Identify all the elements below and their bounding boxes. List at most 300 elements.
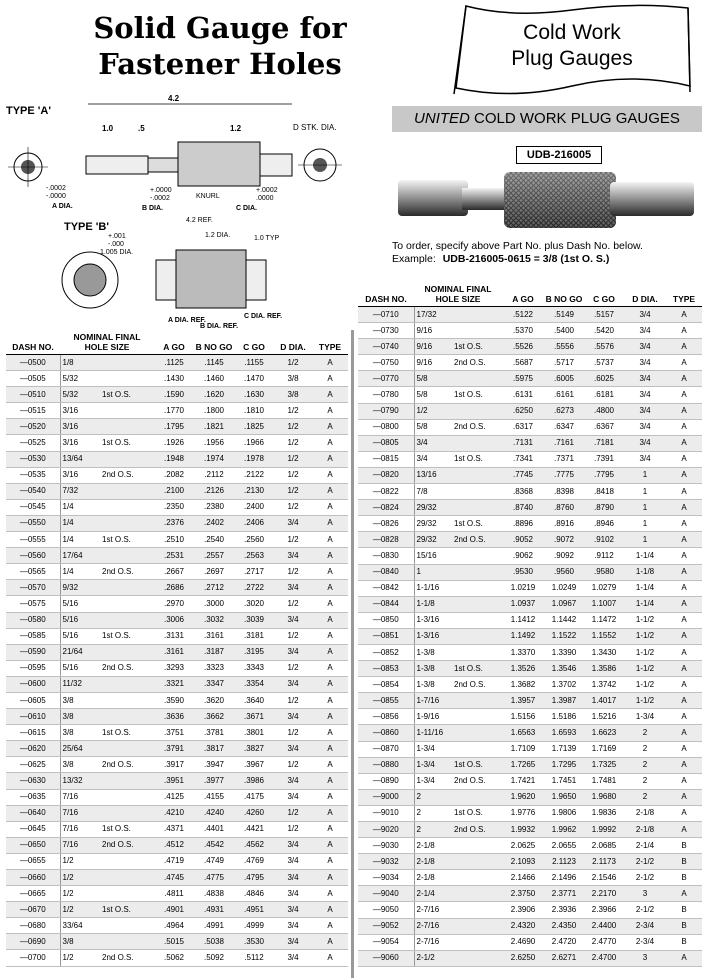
a-go-cell: 1.1412 bbox=[502, 612, 544, 628]
type-cell: A bbox=[312, 451, 348, 467]
d-dia-cell: 1-1/4 bbox=[624, 548, 666, 564]
table-row bbox=[358, 644, 702, 660]
b-nogo-cell: .6005 bbox=[544, 371, 584, 387]
type-cell: A bbox=[666, 757, 702, 773]
hole-size-cell: 13/32 bbox=[60, 773, 100, 789]
b-nogo-cell: .3977 bbox=[194, 773, 234, 789]
b-nogo-cell: .2540 bbox=[194, 532, 234, 548]
type-cell: A bbox=[312, 660, 348, 676]
type-cell: A bbox=[312, 918, 348, 934]
type-cell: A bbox=[312, 564, 348, 580]
section-subtitle bbox=[392, 106, 702, 132]
ref-length-label: 4.2 REF. bbox=[186, 217, 213, 224]
c-go-cell: .2400 bbox=[234, 499, 274, 515]
dash-no-cell: —0790 bbox=[358, 403, 414, 419]
a-go-cell: .5975 bbox=[502, 371, 544, 387]
c-go-cell: .1810 bbox=[234, 403, 274, 419]
b-nogo-cell: .1821 bbox=[194, 419, 234, 435]
type-cell: A bbox=[666, 886, 702, 902]
d-dia-cell: 3/4 bbox=[274, 580, 312, 596]
c-go-cell: .2122 bbox=[234, 467, 274, 483]
c-go-cell: 1.7481 bbox=[584, 773, 624, 789]
oversize-cell bbox=[452, 741, 502, 757]
b-nogo-cell: 2.1123 bbox=[544, 854, 584, 870]
table-row bbox=[6, 757, 348, 773]
c-go-cell: .1630 bbox=[234, 387, 274, 403]
col-a: A GO bbox=[154, 332, 194, 355]
d-dia-cell: 2-1/4 bbox=[624, 838, 666, 854]
hole-size-cell: 11/32 bbox=[60, 676, 100, 692]
c-go-cell: .3530 bbox=[234, 934, 274, 950]
b-nogo-cell: .5149 bbox=[544, 307, 584, 323]
hole-size-cell: 17/64 bbox=[60, 548, 100, 564]
hole-size-cell: 21/64 bbox=[60, 644, 100, 660]
a-go-cell: .2686 bbox=[154, 580, 194, 596]
a-go-cell: 1.0937 bbox=[502, 596, 544, 612]
hole-size-cell: 1/4 bbox=[60, 564, 100, 580]
dash-no-cell: —0510 bbox=[6, 387, 60, 403]
d-dia-cell: 1-1/4 bbox=[624, 580, 666, 596]
dash-no-cell: —0710 bbox=[358, 307, 414, 323]
b-nogo-cell: 1.6593 bbox=[544, 725, 584, 741]
table-header-row bbox=[6, 332, 348, 355]
hole-size-cell: 29/32 bbox=[414, 532, 452, 548]
table-row bbox=[6, 499, 348, 515]
oversize-cell bbox=[100, 612, 154, 628]
table-row bbox=[6, 950, 348, 966]
a-go-cell: .4811 bbox=[154, 886, 194, 902]
d-dia-cell: 1-3/4 bbox=[624, 709, 666, 725]
table-row bbox=[6, 886, 348, 902]
b-nogo-cell: 1.9962 bbox=[544, 822, 584, 838]
hole-size-cell: 25/64 bbox=[60, 741, 100, 757]
oversize-cell bbox=[100, 419, 154, 435]
col-b: B NO GO bbox=[544, 284, 584, 307]
dash-no-cell: —0815 bbox=[358, 451, 414, 467]
table-row bbox=[6, 467, 348, 483]
a-go-cell: .9052 bbox=[502, 532, 544, 548]
c-go-cell: .3986 bbox=[234, 773, 274, 789]
c-ref-label: C DIA. REF. bbox=[244, 313, 283, 320]
type-cell: A bbox=[312, 532, 348, 548]
type-cell: A bbox=[666, 805, 702, 821]
b-nogo-cell: .7775 bbox=[544, 467, 584, 483]
title-line-1: Solid Gauge for bbox=[93, 11, 347, 45]
b-nogo-cell: .2712 bbox=[194, 580, 234, 596]
length-05-label: .5 bbox=[138, 124, 145, 133]
b-nogo-cell: .2697 bbox=[194, 564, 234, 580]
hole-size-cell: 15/16 bbox=[414, 548, 452, 564]
table-row bbox=[358, 323, 702, 339]
a-go-cell: .3161 bbox=[154, 644, 194, 660]
type-cell: A bbox=[312, 950, 348, 966]
table-row bbox=[358, 693, 702, 709]
type-cell: A bbox=[312, 371, 348, 387]
c-go-cell: .2722 bbox=[234, 580, 274, 596]
type-cell: A bbox=[312, 837, 348, 853]
a-go-cell: .9062 bbox=[502, 548, 544, 564]
d-dia-cell: 1/2 bbox=[274, 467, 312, 483]
type-cell: A bbox=[666, 580, 702, 596]
d-dia-cell: 1/2 bbox=[274, 564, 312, 580]
table-row bbox=[6, 773, 348, 789]
length-12-label: 1.2 bbox=[230, 124, 242, 133]
type-cell: A bbox=[312, 741, 348, 757]
hole-size-cell: 3/16 bbox=[60, 403, 100, 419]
c-go-cell: .1978 bbox=[234, 451, 274, 467]
dia-12-label: 1.2 DIA. bbox=[205, 232, 231, 239]
d-dia-cell: 1-1/2 bbox=[624, 628, 666, 644]
dash-no-cell: —0660 bbox=[6, 870, 60, 886]
oversize-cell bbox=[452, 693, 502, 709]
a-go-cell: .2350 bbox=[154, 499, 194, 515]
d-dia-cell: 2 bbox=[624, 789, 666, 805]
table-row bbox=[6, 419, 348, 435]
c-go-cell: .1470 bbox=[234, 371, 274, 387]
type-cell: A bbox=[666, 467, 702, 483]
dash-no-cell: —0828 bbox=[358, 532, 414, 548]
a-go-cell: .9530 bbox=[502, 564, 544, 580]
oversize-cell: 2nd O.S. bbox=[100, 564, 154, 580]
dash-no-cell: —9060 bbox=[358, 950, 414, 966]
d-dia-cell: 1/2 bbox=[274, 660, 312, 676]
hole-size-cell: 2-1/8 bbox=[414, 854, 452, 870]
dash-no-cell: —0600 bbox=[6, 676, 60, 692]
c-go-cell: 2.4700 bbox=[584, 950, 624, 966]
col-c: C GO bbox=[584, 284, 624, 307]
typ-label: 1.0 TYP bbox=[254, 235, 280, 242]
table-row bbox=[358, 677, 702, 693]
type-cell: A bbox=[666, 709, 702, 725]
c-go-cell: .5112 bbox=[234, 950, 274, 966]
d-dia-cell: 1/2 bbox=[274, 355, 312, 371]
type-cell: A bbox=[312, 483, 348, 499]
a-go-cell: .3751 bbox=[154, 725, 194, 741]
table-row bbox=[358, 484, 702, 500]
table-row bbox=[6, 709, 348, 725]
a-go-cell: .8368 bbox=[502, 484, 544, 500]
a-go-cell: 1.7265 bbox=[502, 757, 544, 773]
b-nogo-cell: 2.4350 bbox=[544, 918, 584, 934]
b-nogo-cell: 2.0655 bbox=[544, 838, 584, 854]
hole-size-cell: 7/8 bbox=[414, 484, 452, 500]
oversize-cell bbox=[100, 709, 154, 725]
table-row bbox=[358, 612, 702, 628]
dash-no-cell: —0560 bbox=[6, 548, 60, 564]
hole-size-cell: 3/4 bbox=[414, 435, 452, 451]
table-row bbox=[358, 596, 702, 612]
c-go-cell: 2.4770 bbox=[584, 934, 624, 950]
a-go-cell: 2.1466 bbox=[502, 870, 544, 886]
oversize-cell bbox=[452, 918, 502, 934]
dash-no-cell: —0540 bbox=[6, 483, 60, 499]
d-dia-cell: 2-1/2 bbox=[624, 854, 666, 870]
b-nogo-cell: .4401 bbox=[194, 821, 234, 837]
oversize-cell: 1st O.S. bbox=[452, 757, 502, 773]
hole-size-cell: 2-1/8 bbox=[414, 838, 452, 854]
c-go-cell: 2.0685 bbox=[584, 838, 624, 854]
d-dia-cell: 2-1/2 bbox=[624, 870, 666, 886]
table-row bbox=[358, 387, 702, 403]
c-go-cell: 1.6623 bbox=[584, 725, 624, 741]
dash-no-cell: —0615 bbox=[6, 725, 60, 741]
d-dia-cell: 3/4 bbox=[624, 355, 666, 371]
d-dia-cell: 3/4 bbox=[274, 612, 312, 628]
table-row bbox=[358, 661, 702, 677]
dash-no-cell: —0850 bbox=[358, 612, 414, 628]
table-row bbox=[6, 612, 348, 628]
oversize-cell bbox=[100, 853, 154, 869]
tolerance-a-1: -.0002 bbox=[46, 185, 66, 192]
gauge-table-left bbox=[6, 332, 348, 967]
type-cell: A bbox=[312, 773, 348, 789]
b-nogo-cell: 1.1522 bbox=[544, 628, 584, 644]
oversize-cell bbox=[452, 580, 502, 596]
dash-no-cell: —0605 bbox=[6, 692, 60, 708]
a-go-cell: .4901 bbox=[154, 902, 194, 918]
length-1-label: 1.0 bbox=[102, 124, 114, 133]
hole-size-cell: 7/16 bbox=[60, 837, 100, 853]
type-cell: A bbox=[666, 403, 702, 419]
b-nogo-cell: 1.0249 bbox=[544, 580, 584, 596]
d-dia-cell: 3/4 bbox=[274, 709, 312, 725]
c-go-cell: .3195 bbox=[234, 644, 274, 660]
type-cell: A bbox=[312, 709, 348, 725]
hole-size-cell: 2-7/16 bbox=[414, 934, 452, 950]
c-go-cell: .2130 bbox=[234, 483, 274, 499]
oversize-cell bbox=[452, 870, 502, 886]
dash-no-cell: —0515 bbox=[6, 403, 60, 419]
d-dia-cell: 3/4 bbox=[274, 950, 312, 966]
b-nogo-cell: .1800 bbox=[194, 403, 234, 419]
dash-no-cell: —0805 bbox=[358, 435, 414, 451]
d-dia-cell: 2-1/2 bbox=[624, 902, 666, 918]
oversize-cell: 1st O.S. bbox=[452, 516, 502, 532]
d-dia-cell: 1 bbox=[624, 467, 666, 483]
oversize-cell bbox=[100, 548, 154, 564]
hole-size-cell: 29/32 bbox=[414, 500, 452, 516]
b-nogo-cell: 2.4720 bbox=[544, 934, 584, 950]
b-dia-label: B DIA. bbox=[142, 205, 163, 212]
c-go-cell: 1.1007 bbox=[584, 596, 624, 612]
type-cell: A bbox=[312, 628, 348, 644]
table-row bbox=[6, 918, 348, 934]
b-nogo-cell: .4838 bbox=[194, 886, 234, 902]
hole-size-cell: 3/8 bbox=[60, 709, 100, 725]
d-dia-cell: 1/2 bbox=[274, 692, 312, 708]
table-row bbox=[358, 886, 702, 902]
a-go-cell: 1.1492 bbox=[502, 628, 544, 644]
c-go-cell: 2.1173 bbox=[584, 854, 624, 870]
type-b-label: TYPE 'B' bbox=[64, 221, 109, 233]
a-go-cell: .3321 bbox=[154, 676, 194, 692]
d-dia-cell: 1/2 bbox=[274, 451, 312, 467]
dash-no-cell: —9040 bbox=[358, 886, 414, 902]
dash-no-cell: —0740 bbox=[358, 339, 414, 355]
a-go-cell: .2667 bbox=[154, 564, 194, 580]
oversize-cell bbox=[100, 741, 154, 757]
knurl-label: KNURL bbox=[196, 193, 220, 200]
b-nogo-cell: 2.6271 bbox=[544, 950, 584, 966]
c-go-cell: 2.1546 bbox=[584, 870, 624, 886]
b-nogo-cell: 2.1496 bbox=[544, 870, 584, 886]
oversize-cell bbox=[452, 902, 502, 918]
a-dia-label: A DIA. bbox=[52, 203, 73, 210]
a-go-cell: 2.4690 bbox=[502, 934, 544, 950]
type-cell: A bbox=[312, 725, 348, 741]
c-go-cell: .5576 bbox=[584, 339, 624, 355]
hole-size-cell: 13/16 bbox=[414, 467, 452, 483]
d-dia-cell: 1/2 bbox=[274, 628, 312, 644]
b-nogo-cell: 2.3771 bbox=[544, 886, 584, 902]
dash-no-cell: —0645 bbox=[6, 821, 60, 837]
c-go-cell: .2717 bbox=[234, 564, 274, 580]
table-row bbox=[6, 355, 348, 371]
c-go-cell: .4846 bbox=[234, 886, 274, 902]
a-go-cell: 1.7421 bbox=[502, 773, 544, 789]
c-go-cell: .8790 bbox=[584, 500, 624, 516]
length-label: 4.2 bbox=[168, 94, 180, 103]
table-row bbox=[6, 676, 348, 692]
dash-no-cell: —0840 bbox=[358, 564, 414, 580]
hole-size-cell: 2 bbox=[414, 789, 452, 805]
table-row bbox=[358, 451, 702, 467]
a-go-cell: .5687 bbox=[502, 355, 544, 371]
table-row bbox=[358, 773, 702, 789]
hole-size-cell: 7/16 bbox=[60, 805, 100, 821]
dash-no-cell: —0770 bbox=[358, 371, 414, 387]
dash-no-cell: —0550 bbox=[6, 515, 60, 531]
hole-size-cell: 33/64 bbox=[60, 918, 100, 934]
c-go-cell: .4769 bbox=[234, 853, 274, 869]
d-dia-cell: 1/2 bbox=[274, 725, 312, 741]
type-cell: B bbox=[666, 854, 702, 870]
b-nogo-cell: 1.3702 bbox=[544, 677, 584, 693]
example-label: Example: bbox=[392, 253, 436, 265]
b-nogo-cell: .8760 bbox=[544, 500, 584, 516]
c-go-cell: .5157 bbox=[584, 307, 624, 323]
table-row bbox=[6, 934, 348, 950]
b-nogo-cell: .9560 bbox=[544, 564, 584, 580]
a-go-cell: .6250 bbox=[502, 403, 544, 419]
hole-size-cell: 5/16 bbox=[60, 660, 100, 676]
dash-no-cell: —0730 bbox=[358, 323, 414, 339]
c-go-cell: .4562 bbox=[234, 837, 274, 853]
plug-gauge-image bbox=[396, 168, 698, 238]
d-dia-cell: 3/4 bbox=[274, 789, 312, 805]
oversize-cell bbox=[100, 773, 154, 789]
oversize-cell: 2nd O.S. bbox=[100, 660, 154, 676]
tolerance-c-2: .0000 bbox=[256, 195, 274, 202]
dash-no-cell: —9030 bbox=[358, 838, 414, 854]
tol-b-plus: +.001 bbox=[108, 233, 126, 240]
dash-no-cell: —0870 bbox=[358, 741, 414, 757]
dash-no-cell: —0890 bbox=[358, 773, 414, 789]
type-cell: A bbox=[666, 500, 702, 516]
type-cell: A bbox=[312, 419, 348, 435]
c-go-cell: 1.9836 bbox=[584, 805, 624, 821]
dash-no-cell: —0570 bbox=[6, 580, 60, 596]
subtitle-rest: COLD WORK PLUG GAUGES bbox=[469, 110, 680, 127]
c-go-cell: .3827 bbox=[234, 741, 274, 757]
dash-no-cell: —0880 bbox=[358, 757, 414, 773]
oversize-cell bbox=[452, 950, 502, 966]
d-dia-cell: 1/2 bbox=[274, 805, 312, 821]
hole-size-cell: 7/32 bbox=[60, 483, 100, 499]
oversize-cell bbox=[452, 548, 502, 564]
oversize-cell: 1st O.S. bbox=[100, 902, 154, 918]
c-go-cell: .1155 bbox=[234, 355, 274, 371]
brand-name: UNITED bbox=[414, 110, 470, 127]
dash-no-cell: —0640 bbox=[6, 805, 60, 821]
dash-no-cell: —0585 bbox=[6, 628, 60, 644]
oversize-cell bbox=[100, 371, 154, 387]
a-go-cell: 1.7109 bbox=[502, 741, 544, 757]
d-dia-cell: 2 bbox=[624, 725, 666, 741]
a-go-cell: 2.1093 bbox=[502, 854, 544, 870]
oversize-cell bbox=[452, 854, 502, 870]
table-row bbox=[6, 725, 348, 741]
a-go-cell: .4964 bbox=[154, 918, 194, 934]
dash-no-cell: —9052 bbox=[358, 918, 414, 934]
oversize-cell: 2nd O.S. bbox=[452, 532, 502, 548]
oversize-cell bbox=[452, 371, 502, 387]
b-nogo-cell: .7161 bbox=[544, 435, 584, 451]
table-row bbox=[358, 822, 702, 838]
table-row bbox=[6, 435, 348, 451]
c-go-cell: .4175 bbox=[234, 789, 274, 805]
oversize-cell bbox=[100, 789, 154, 805]
a-go-cell: .1770 bbox=[154, 403, 194, 419]
oversize-cell: 2nd O.S. bbox=[100, 757, 154, 773]
b-nogo-cell: 2.3936 bbox=[544, 902, 584, 918]
a-go-cell: .1430 bbox=[154, 371, 194, 387]
hole-size-cell: 1-3/4 bbox=[414, 773, 452, 789]
hole-size-cell: 5/16 bbox=[60, 612, 100, 628]
col-b: B NO GO bbox=[194, 332, 234, 355]
d-dia-cell: 3/4 bbox=[274, 902, 312, 918]
type-cell: A bbox=[312, 789, 348, 805]
table-row bbox=[358, 757, 702, 773]
c-go-cell: .8418 bbox=[584, 484, 624, 500]
hole-size-cell: 3/8 bbox=[60, 934, 100, 950]
hole-size-cell: 5/32 bbox=[60, 387, 100, 403]
oversize-cell bbox=[452, 307, 502, 323]
a-go-cell: .8896 bbox=[502, 516, 544, 532]
d-dia-cell: 3/4 bbox=[274, 548, 312, 564]
type-cell: A bbox=[312, 499, 348, 515]
col-dash: DASH NO. bbox=[6, 332, 60, 355]
type-cell: A bbox=[666, 725, 702, 741]
table-row bbox=[6, 403, 348, 419]
type-cell: A bbox=[666, 484, 702, 500]
dash-no-cell: —0690 bbox=[6, 934, 60, 950]
b-nogo-cell: .5717 bbox=[544, 355, 584, 371]
dash-no-cell: —0844 bbox=[358, 596, 414, 612]
oversize-cell: 2nd O.S. bbox=[452, 677, 502, 693]
order-instructions bbox=[392, 240, 702, 266]
oversize-cell bbox=[100, 644, 154, 660]
d-dia-cell: 1/2 bbox=[274, 435, 312, 451]
table-row bbox=[358, 628, 702, 644]
a-go-cell: .2082 bbox=[154, 467, 194, 483]
type-cell: A bbox=[312, 580, 348, 596]
d-stock-label: D STK. DIA. bbox=[293, 123, 337, 132]
type-cell: A bbox=[312, 387, 348, 403]
b-nogo-cell: .3187 bbox=[194, 644, 234, 660]
a-go-cell: .5015 bbox=[154, 934, 194, 950]
d-dia-cell: 1-1/2 bbox=[624, 677, 666, 693]
